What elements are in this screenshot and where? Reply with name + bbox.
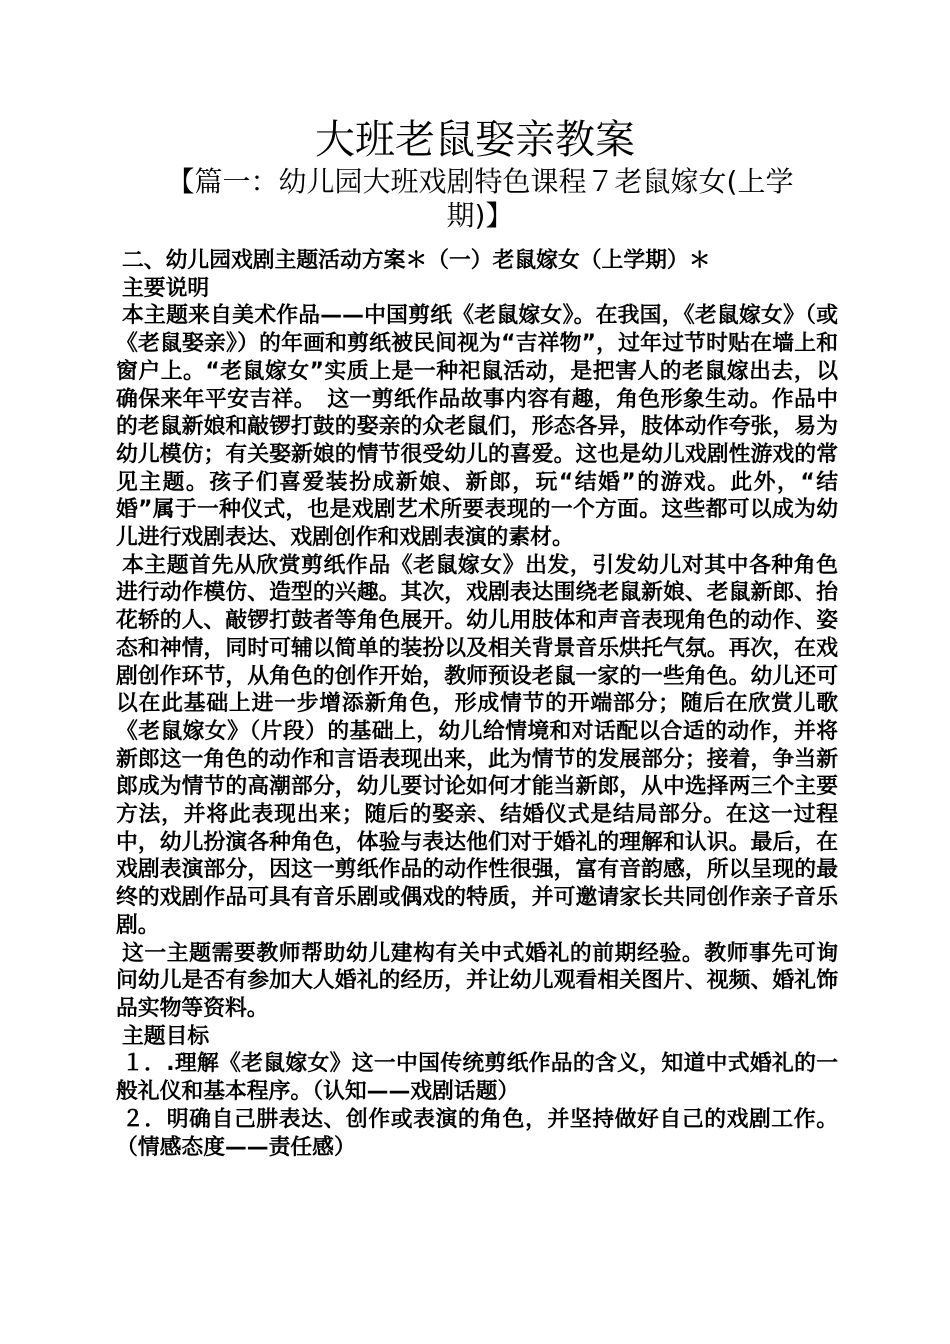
overview-paragraph: 这一主题需要教师帮助幼儿建构有关中式婚礼的前期经验。教师事先可询问幼儿是否有参加大人婚礼的经历，并让幼儿观看相关图片、视频、婚礼饰品实物等资料。 <box>116 940 838 1021</box>
goal-item: １．.理解《老鼠嫁女》这一中国传统剪纸作品的含义，知道中式婚礼的一般礼仪和基本程序。（认知——戏剧话题） <box>116 1051 838 1105</box>
document-title: 大班老鼠娶亲教案 <box>315 117 635 163</box>
overview-paragraph: 本主题来自美术作品——中国剪纸《老鼠嫁女》。在我国，《老鼠嫁女》（或《老鼠娶亲》）的年画和剪纸被民间视为“吉祥物”，过年过节时贴在墙上和窗户上。“老鼠嫁女”实质上是一种祀鼠活动，是把害人的老鼠嫁出去，以确保来年平安吉祥。 这一剪纸作品故事内容有趣，角色形象生动。作品中的老鼠新娘和敲锣打鼓的娶亲的众老鼠们，形态各异，肢体动作夸张，易为幼儿模仿；有关娶新娘的情节很受幼儿的喜爱。这也是幼儿戏剧性游戏的常见主题。孩子们喜爱装扮成新娘、新郎，玩“结婚”的游戏。此外，“结婚”属于一种仪式，也是戏剧艺术所要表现的一个方面。这些都可以成为幼儿进行戏剧表达、戏剧创作和戏剧表演的素材。 <box>116 303 838 551</box>
overview-heading: 主要说明 <box>122 275 210 301</box>
section-heading: 二、幼儿园戏剧主题活动方案＊（一）老鼠嫁女（上学期）＊ <box>122 248 711 273</box>
goal-item: ２．明确自己肼表达、创作或表演的角色，并坚持做好自己的戏剧工作。（情感态度——责任感） <box>116 1106 838 1160</box>
overview-paragraph: 本主题首先从欣赏剪纸作品《老鼠嫁女》出发，引发幼儿对其中各种角色进行动作模仿、造型的兴趣。其次，戏剧表达围绕老鼠新娘、老鼠新郎、抬花轿的人、敲锣打鼓者等角色展开。幼儿用肢体和声音表现角色的动作、姿态和神情，同时可辅以简单的装扮以及相关背景音乐烘托气氛。再次，在戏剧创作环节，从角色的创作开始，教师预设老鼠一家的一些角色。幼儿还可以在此基础上进一步增添新角色，形成情节的开端部分；随后在欣赏儿歌《老鼠嫁女》（片段）的基础上，幼儿给情境和对话配以合适的动作，并将新郎这一角色的动作和言语表现出来，此为情节的发展部分；接着，争当新郎成为情节的高潮部分，幼儿要讨论如何才能当新郎，从中选择两三个主要方法，并将此表现出来；随后的娶亲、结婚仪式是结局部分。在这一过程中，幼儿扮演各种角色，体验与表达他们对于婚礼的理解和认识。最后，在戏剧表演部分，因这一剪纸作品的动作性很强，富有音韵感，所以呈现的最终的戏剧作品可具有音乐剧或偶戏的特质，并可邀请家长共同创作亲子音乐剧。 <box>116 552 838 938</box>
document-subtitle: 【篇一：幼儿园大班戏剧特色课程７老鼠嫁女(上学期)】 <box>166 165 794 232</box>
goals-heading: 主题目标 <box>122 1023 210 1049</box>
document-body <box>116 247 838 1161</box>
